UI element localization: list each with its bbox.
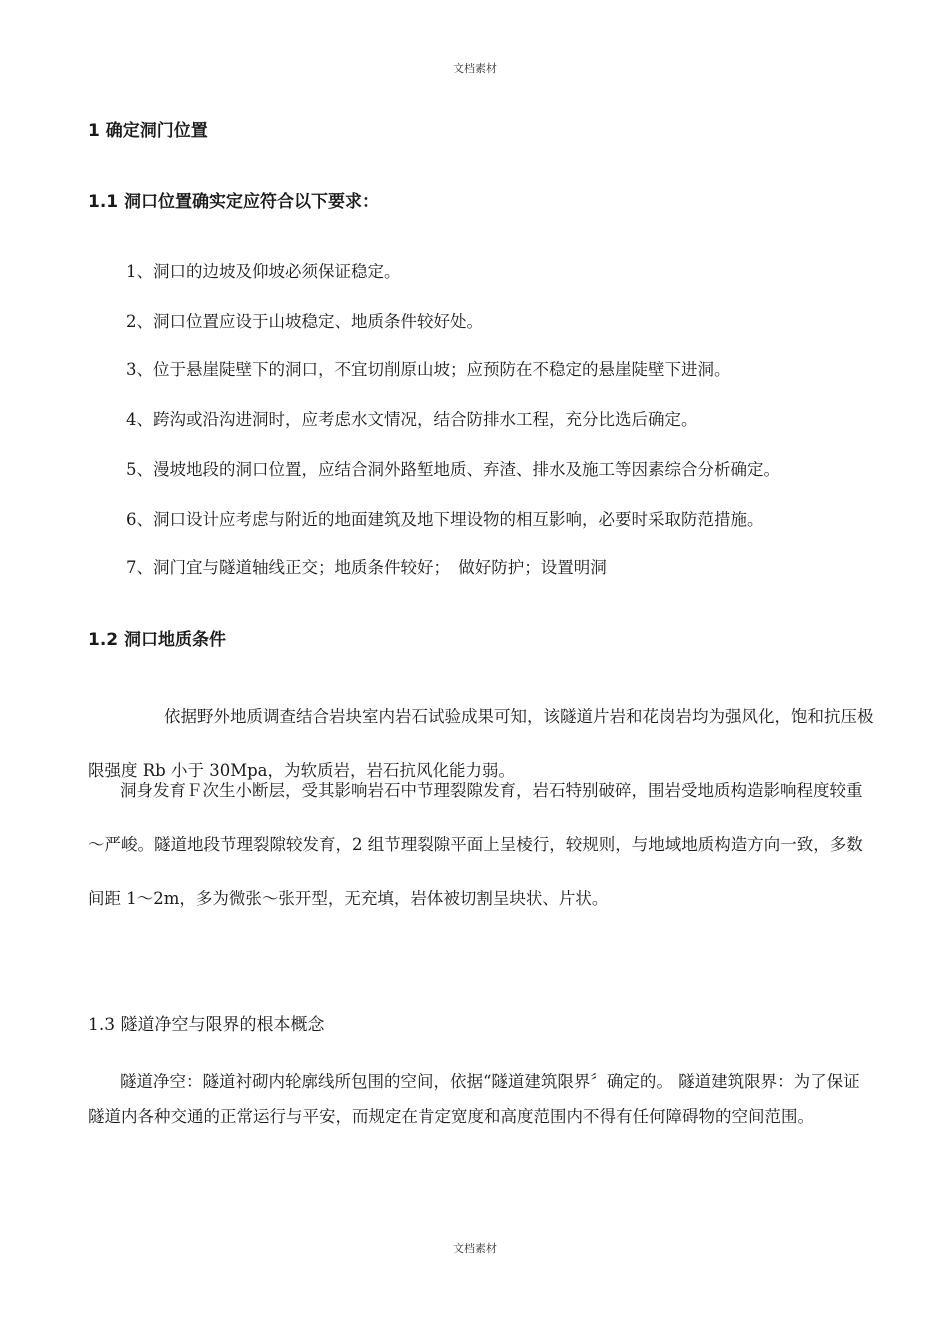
body-paragraph: 隧道净空：隧道衬砌内轮廓线所包围的空间，依据“隧道建筑限界〞确定的。 隧道建筑限界：为了保证隧道内各种交通的正常运行与平安，而规定在肯定宽度和高度范围内不得有任何障碍物的空间范围。: [88, 1072, 860, 1126]
requirement-item: 6、洞口设计应考虑与附近的地面建筑及地下埋设物的相互影响，必要时采取防范措施。: [126, 510, 764, 529]
page-footer: 文档素材: [453, 1242, 497, 1255]
requirement-item: 7、洞门宜与隧道轴线正交；地质条件较好； 做好防护；设置明洞: [126, 558, 607, 577]
page-header: 文档素材: [453, 62, 497, 75]
body-paragraph: 洞身发育Ｆ次生小断层，受其影响岩石中节理裂隙发育，岩石特别破碎，围岩受地质构造影响程度较重～严峻。隧道地段节理裂隙较发育，2 组节理裂隙平面上呈棱行，较规则，与地域地质构造方向一致，多数间距 1～2m，多为微张～张开型，无充填，岩体被切割呈块状、片状。: [88, 781, 863, 908]
heading-section-1-3: 1.3 隧道净空与限界的根本概念: [88, 1015, 325, 1035]
requirement-item: 1、洞口的边坡及仰坡必须保证稳定。: [126, 262, 401, 281]
requirement-item: 2、洞口位置应设于山坡稳定、地质条件较好处。: [126, 312, 483, 331]
heading-section-1: 1 确定洞门位置: [88, 121, 208, 141]
body-paragraph: 依据野外地质调查结合岩块室内岩石试验成果可知，该隧道片岩和花岗岩均为强风化，饱和抗压极限强度 Rb 小于 30Mpa，为软质岩，岩石抗风化能力弱。: [88, 707, 874, 780]
requirement-item: 5、漫坡地段的洞口位置，应结合洞外路堑地质、弃渣、排水及施工等因素综合分析确定。: [126, 460, 780, 479]
requirement-item: 4、跨沟或沿沟进洞时，应考虑水文情况，结合防排水工程，充分比选后确定。: [126, 410, 698, 429]
heading-section-1-1: 1.1 洞口位置确实定应符合以下要求：: [88, 192, 380, 212]
heading-section-1-2: 1.2 洞口地质条件: [88, 630, 227, 650]
requirement-item: 3、位于悬崖陡壁下的洞口，不宜切削原山坡；应预防在不稳定的悬崖陡壁下进洞。: [126, 360, 731, 379]
